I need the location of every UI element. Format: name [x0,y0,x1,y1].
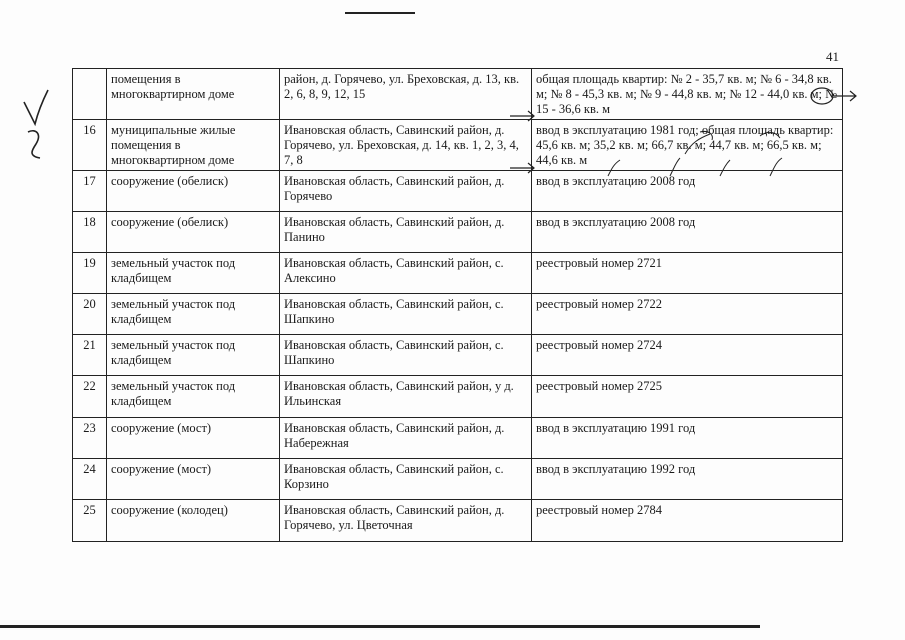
table-row [73,294,843,335]
row-number: 19 [73,253,107,294]
object-address: Ивановская область, Савинский район, с. Алексино [280,253,532,294]
handwritten-check-icon [18,88,58,168]
row-number: 17 [73,171,107,212]
table-row [73,253,843,294]
object-name: сооружение (мост) [107,459,280,500]
object-details: реестровый номер 2721 [532,253,843,294]
object-details: ввод в эксплуатацию 2008 год [532,171,843,212]
object-details: ввод в эксплуатацию 1991 год [532,418,843,459]
object-name: помещения в многоквартирном доме [107,69,280,120]
table-row [73,212,843,253]
object-name: сооружение (мост) [107,418,280,459]
object-address: Ивановская область, Савинский район, д. Панино [280,212,532,253]
object-name: земельный участок под кладбищем [107,294,280,335]
object-details: ввод в эксплуатацию 1992 год [532,459,843,500]
property-table [72,68,843,542]
table-row [73,335,843,376]
object-name: земельный участок под кладбищем [107,376,280,418]
table-row [73,376,843,418]
object-details: реестровый номер 2784 [532,500,843,542]
row-number: 22 [73,376,107,418]
row-number [73,69,107,120]
row-number: 24 [73,459,107,500]
object-address: Ивановская область, Савинский район, д. Набережная [280,418,532,459]
row-number: 21 [73,335,107,376]
object-address: Ивановская область, Савинский район, д. Горячево [280,171,532,212]
table-row [73,69,843,120]
object-address: Ивановская область, Савинский район, с. Шапкино [280,294,532,335]
row-number: 25 [73,500,107,542]
object-name: земельный участок под кладбищем [107,253,280,294]
object-name: муниципальные жилые помещения в многоквартирном доме [107,120,280,171]
object-address: Ивановская область, Савинский район, д. Горячево, ул. Бреховская, д. 14, кв. 1, 2, 3, 4, 7, 8 [280,120,532,171]
row-number: 20 [73,294,107,335]
object-name: сооружение (колодец) [107,500,280,542]
table-row [73,120,843,171]
page-number: 41 [826,49,839,64]
object-details: ввод в эксплуатацию 2008 год [532,212,843,253]
object-details: реестровый номер 2724 [532,335,843,376]
row-number: 16 [73,120,107,171]
object-details: общая площадь квартир: № 2 - 35,7 кв. м; № 6 - 34,8 кв. м; № 8 - 45,3 кв. м; № 9 - 44,8 кв. м; № 12 - 44,0 кв. м; № 15 - 36,6 кв. м [532,69,843,120]
table-row [73,500,843,542]
bottom-rule [0,625,760,628]
table-row [73,418,843,459]
object-name: сооружение (обелиск) [107,212,280,253]
object-details: реестровый номер 2725 [532,376,843,418]
top-rule [345,12,415,14]
object-address: район, д. Горячево, ул. Бреховская, д. 13, кв. 2, 6, 8, 9, 12, 15 [280,69,532,120]
object-address: Ивановская область, Савинский район, д. Горячево, ул. Цветочная [280,500,532,542]
table-row [73,459,843,500]
object-address: Ивановская область, Савинский район, у д. Ильинская [280,376,532,418]
object-name: сооружение (обелиск) [107,171,280,212]
row-number: 23 [73,418,107,459]
object-name: земельный участок под кладбищем [107,335,280,376]
row-number: 18 [73,212,107,253]
object-address: Ивановская область, Савинский район, с. Корзино [280,459,532,500]
object-details: ввод в эксплуатацию 1981 год; общая площадь квартир: 45,6 кв. м; 35,2 кв. м; 66,7 кв. м; 44,7 кв. м; 66,5 кв. м; 44,6 кв. м [532,120,843,171]
table-row [73,171,843,212]
object-details: реестровый номер 2722 [532,294,843,335]
object-address: Ивановская область, Савинский район, с. Шапкино [280,335,532,376]
